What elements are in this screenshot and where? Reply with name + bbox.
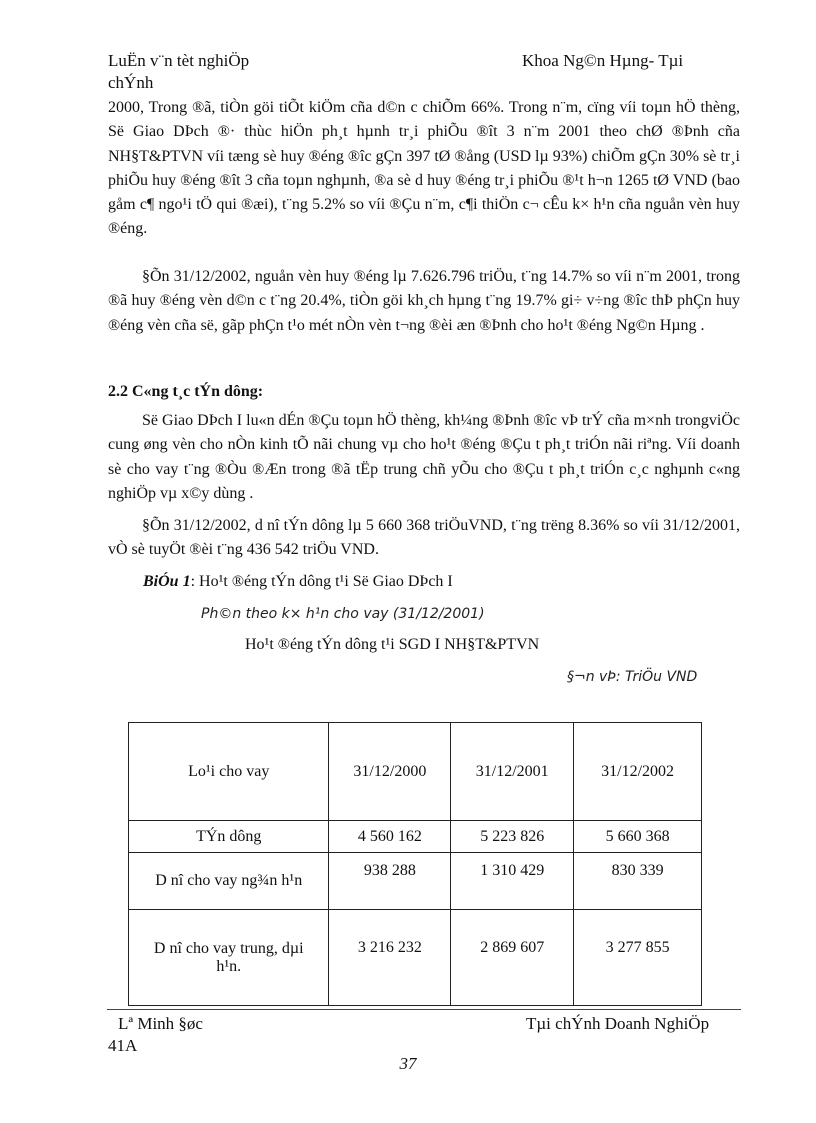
section-heading: 2.2 C«ng t¸c tÝn dông: (108, 383, 264, 400)
header-left-line1: LuËn v¨n tèt nghiÖp (108, 51, 250, 70)
table-cell: 1 310 429 (451, 853, 574, 910)
table-row (129, 853, 702, 910)
footer-author: Lª Minh §øc (118, 1014, 203, 1033)
footer-divider (107, 1009, 741, 1010)
paragraph-1: 2000, Trong ®ã, tiÒn göi tiÕt kiÖm cña d©n c chiÕm 66%. Trong n¨m, cïng víi toµn hÖ thèng, Së Giao DÞch ®· thùc hiÖn ph¸t hµnh tr¸i phiÕu ®ît 3 n¨m 2001 theo chØ ®Þnh cña NH§T&PTVN víi tæng sè huy ®éng ®îc gÇn 397 tØ ®ång (USD lµ 93%) chiÕm gÇn 30% sè tr¸i phiÕu huy ®éng ®ît 3 cña toµn nghµnh, ®a sè d huy ®éng tr¸i phiÕu ®¹t h¬n 1265 tØ VND (bao gåm c¶ ngo¹i tÖ qui ®æi), t¨ng 5.2% so víi ®Çu n¨m, c¶i thiÖn c¬ cÊu k× h¹n cña nguån vèn huy ®éng. (108, 99, 740, 238)
table-cell: 830 339 (574, 853, 702, 910)
footer-left (118, 1013, 203, 1035)
table-cell: D nî cho vay ng¾n h¹n (129, 853, 329, 910)
table-cell: 3 277 855 (574, 910, 702, 1006)
footer-right: Tµi chÝnh Doanh NghiÖp (526, 1014, 710, 1033)
page-number: 37 (399, 1054, 417, 1073)
table-cell: 5 660 368 (574, 821, 702, 853)
table-cell: D nî cho vay trung, dµi h¹n. (129, 910, 329, 1006)
figure-title: : Ho¹t ®éng tÝn dông t¹i Së Giao DÞch I (190, 573, 453, 590)
paragraph-4: §Õn 31/12/2002, d nî tÝn dông lµ 5 660 368 triÖuVND, t¨ng trëng 8.36% so víi 31/12/2001, vÒ sè tuyÖt ®èi t¨ng 436 542 triÖu VND. (108, 517, 740, 559)
figure-caption-2: Ho¹t ®éng tÝn dông t¹i SGD I NH§T&PTVN (245, 636, 540, 653)
table-cell: 938 288 (329, 853, 451, 910)
table-cell: 2 869 607 (451, 910, 574, 1006)
footer-class: 41A (108, 1036, 138, 1055)
table-row (129, 821, 702, 853)
header-left-line2: chÝnh (108, 73, 154, 92)
table-header-cell: Lo¹i cho vay (129, 723, 329, 821)
credit-table (128, 722, 702, 1006)
table-cell: 5 223 826 (451, 821, 574, 853)
figure-caption (143, 571, 453, 593)
figure-subtitle: Ph©n theo k× h¹n cho vay (31/12/2001) (201, 606, 485, 622)
table-header-row (129, 723, 702, 821)
header-right: Khoa Ng©n Hµng- Tµi (522, 51, 684, 70)
table-cell: TÝn dông (129, 821, 329, 853)
table-header-cell: 31/12/2000 (329, 723, 451, 821)
table-header-cell: 31/12/2002 (574, 723, 702, 821)
table-header-cell: 31/12/2001 (451, 723, 574, 821)
unit-label: §¬n vÞ: TriÖu VND (567, 669, 698, 685)
header-left (108, 50, 249, 94)
table-cell: 4 560 162 (329, 821, 451, 853)
paragraph-3: Së Giao DÞch I lu«n dÉn ®Çu toµn hÖ thèng, kh¼ng ®Þnh ®îc vÞ trÝ cña m×nh trongviÖc cung øng vèn cho nÒn kinh tÕ nãi chung vµ cho ho¹t ®éng ®Çu t ph¸t triÓn nãi riªng. Víi doanh sè cho vay t¨ng ®Òu ®Æn trong ®ã tËp trung chñ yÕu cho ®Çu t ph¸t triÓn c¸c nghµnh c«ng nghiÖp vµ x©y dùng . (108, 412, 740, 502)
table-row (129, 910, 702, 1006)
paragraph-2: §Õn 31/12/2002, nguån vèn huy ®éng lµ 7.626.796 triÖu, t¨ng 14.7% so víi n¨m 2001, trong ®ã huy ®éng vèn d©n c t¨ng 20.4%, tiÒn göi kh¸ch hµng t¨ng 19.7% gi÷ v÷ng ®îc thÞ phÇn huy ®éng vèn cña së, gãp phÇn t¹o mét nÒn vèn t¬ng ®èi æn ®Þnh cho ho¹t ®éng Ng©n Hµng . (108, 268, 740, 334)
table-cell: 3 216 232 (329, 910, 451, 1006)
figure-label: BiÓu 1 (143, 573, 191, 590)
